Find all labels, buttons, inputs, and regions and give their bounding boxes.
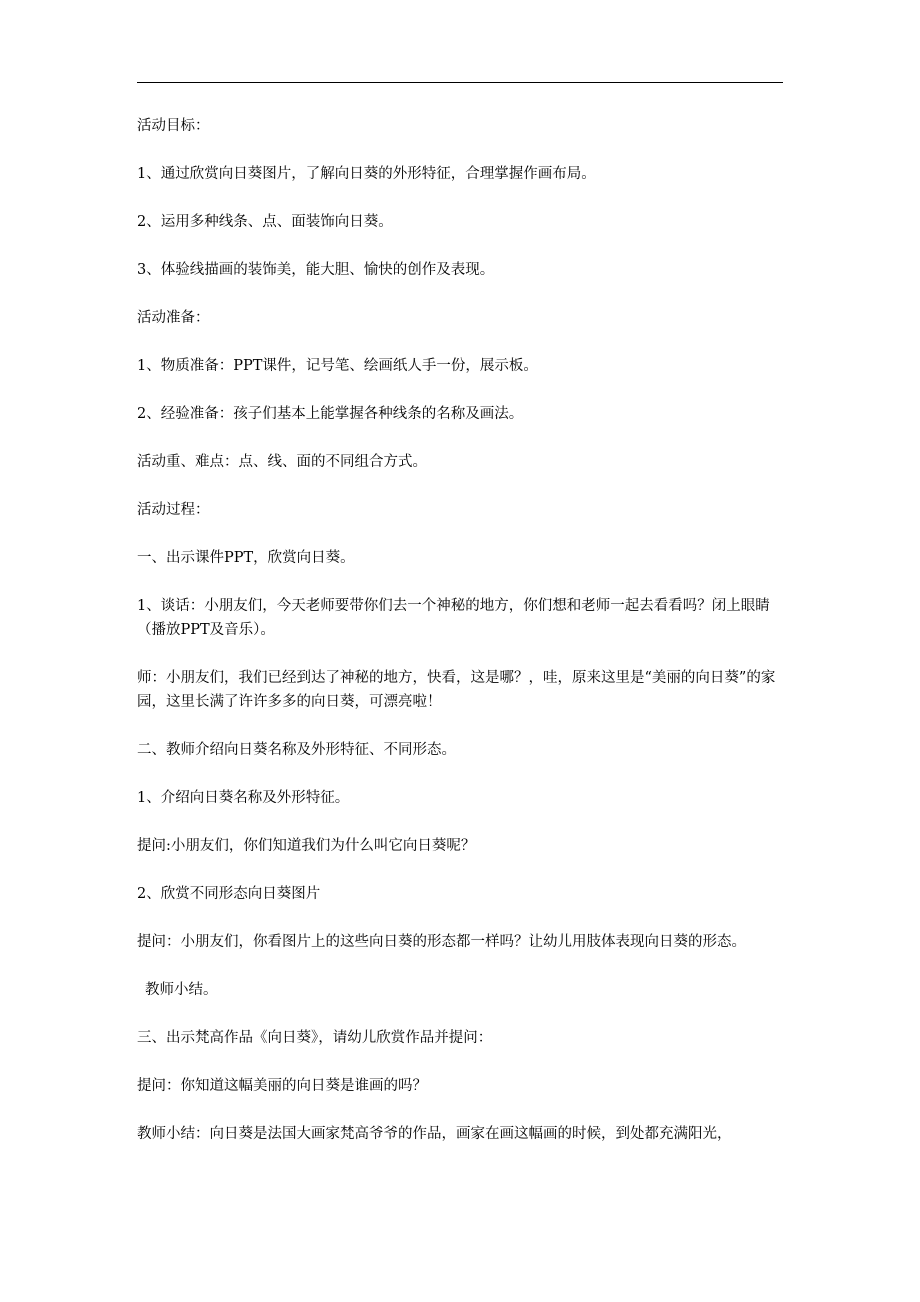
section-heading-preparation: 活动准备： bbox=[137, 310, 210, 326]
process-step-1-talk: 1、谈话：小朋友们，今天老师要带你们去一个神秘的地方，你们想和老师一起去看看吗？闭上眼睛（播放PPT及音乐）。 bbox=[137, 598, 770, 638]
goal-item-2: 2、运用多种线条、点、面装饰向日葵。 bbox=[137, 214, 393, 230]
document-body bbox=[137, 114, 787, 1170]
teacher-summary-short: 教师小结。 bbox=[145, 982, 218, 998]
process-step-1-teacher: 师：小朋友们，我们已经到达了神秘的地方，快看，这是哪？，哇，原来这里是“美丽的向日葵”的家园，这里长满了许许多多的向日葵，可漂亮啦！ bbox=[137, 670, 776, 710]
header-rule bbox=[137, 82, 783, 83]
section-heading-goals: 活动目标： bbox=[137, 118, 210, 134]
goal-item-1: 1、通过欣赏向日葵图片，了解向日葵的外形特征，合理掌握作画布局。 bbox=[137, 166, 596, 182]
process-step-1-heading: 一、出示课件PPT，欣赏向日葵。 bbox=[137, 550, 355, 566]
teacher-summary-long: 教师小结：向日葵是法国大画家梵高爷爷的作品，画家在画这幅画的时候，到处都充满阳光， bbox=[137, 1126, 732, 1142]
process-step-2-heading: 二、教师介绍向日葵名称及外形特征、不同形态。 bbox=[137, 742, 456, 758]
goal-item-3: 3、体验线描画的装饰美，能大胆、愉快的创作及表现。 bbox=[137, 262, 495, 278]
process-step-2-item-2: 2、欣赏不同形态向日葵图片 bbox=[137, 886, 321, 902]
key-difficulty-paragraph: 活动重、难点：点、线、面的不同组合方式。 bbox=[137, 454, 427, 470]
section-heading-process: 活动过程： bbox=[137, 502, 210, 518]
process-step-3-question: 提问：你知道这幅美丽的向日葵是谁画的吗？ bbox=[137, 1078, 427, 1094]
process-step-3-heading: 三、出示梵高作品《向日葵》，请幼儿欣赏作品并提问： bbox=[137, 1030, 493, 1046]
preparation-item-2: 2、经验准备：孩子们基本上能掌握各种线条的名称及画法。 bbox=[137, 406, 524, 422]
preparation-item-1: 1、物质准备：PPT课件，记号笔、绘画纸人手一份，展示板。 bbox=[137, 358, 538, 374]
process-step-2-question-2: 提问：小朋友们，你看图片上的这些向日葵的形态都一样吗？让幼儿用肢体表现向日葵的形态。 bbox=[137, 934, 746, 950]
process-step-2-question-1: 提问:小朋友们，你们知道我们为什么叫它向日葵呢？ bbox=[137, 838, 476, 854]
process-step-2-item-1: 1、介绍向日葵名称及外形特征。 bbox=[137, 790, 350, 806]
